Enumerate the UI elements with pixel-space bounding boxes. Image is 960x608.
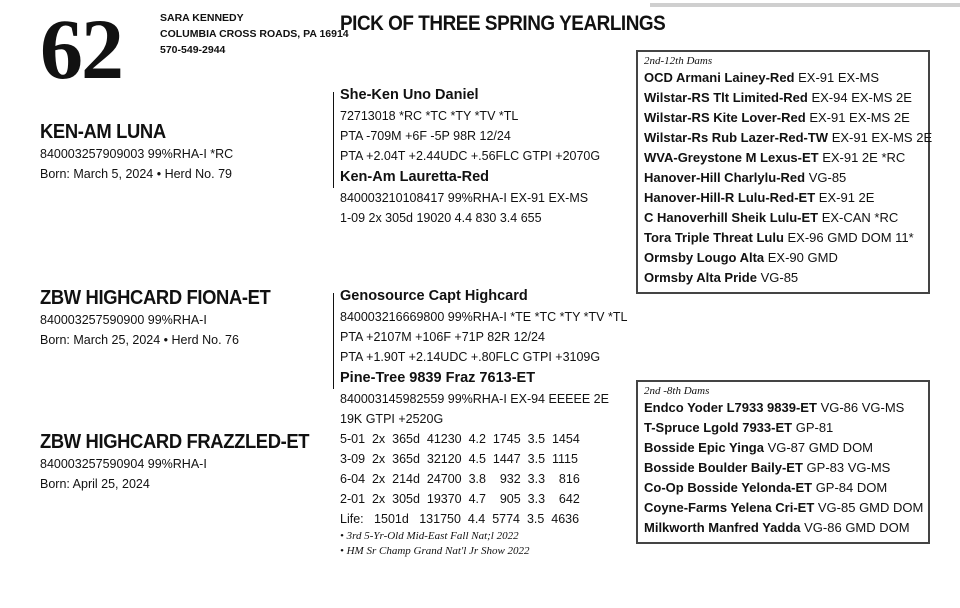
animal-name: KEN-AM LUNA (40, 121, 166, 143)
dam-score: VG-85 GMD DOM (817, 500, 924, 515)
dam-name: Wilstar-Rs Rub Lazer-Red-TW (644, 130, 829, 145)
dam-name: Milkworth Manfred Yadda (644, 520, 801, 535)
sire-name: Genosource Capt Highcard (340, 288, 528, 304)
dam-name: Hanover-Hill-R Lulu-Red-ET (644, 190, 816, 205)
dam-name: Pine-Tree 9839 Fraz 7613-ET (340, 370, 536, 386)
dam-name: T-Spruce Lgold 7933-ET (644, 420, 793, 435)
consignor-name: SARA KENNEDY (160, 12, 244, 24)
dam-row (644, 148, 922, 168)
dam-name: Coyne-Farms Yelena Cri-ET (644, 500, 815, 515)
dam-name: Wilstar-RS Kite Lover-Red (644, 110, 806, 125)
dam-row (644, 208, 922, 228)
lactation-record: 3-09 2x 365d 32120 4.5 1447 3.5 1115 (340, 452, 578, 466)
dam-row (644, 228, 922, 248)
dam-score: EX-91 2E *RC (822, 150, 906, 165)
lactation-record: 5-01 2x 365d 41230 4.2 1745 3.5 1454 (340, 432, 580, 446)
award-note: • 3rd 5-Yr-Old Mid-East Fall Nat;l 2022 (340, 530, 519, 542)
sire-line: 72713018 *RC *TC *TY *TV *TL (340, 109, 519, 123)
animal-id: 840003257909003 99%RHA-I *RC (40, 147, 234, 161)
dam-name: C Hanoverhill Sheik Lulu-ET (644, 210, 819, 225)
dam-row (644, 128, 933, 148)
consignor-block (160, 10, 349, 58)
dam-name: Bosside Boulder Baily-ET (644, 460, 803, 475)
dam-name: Hanover-Hill Charlylu-Red (644, 170, 806, 185)
dam-row (644, 108, 922, 128)
dams-box-2 (636, 380, 930, 544)
dam-score: GP-83 VG-MS (806, 460, 891, 475)
dam-row (644, 168, 922, 188)
lot-title: PICK OF THREE SPRING YEARLINGS (340, 12, 666, 35)
dam-name: Tora Triple Threat Lulu (644, 230, 784, 245)
dams-box-1 (636, 50, 933, 294)
dam-name: Co-Op Bosside Yelonda-ET (644, 480, 813, 495)
animal-born: Born: March 5, 2024 • Herd No. 79 (40, 167, 232, 181)
dam-score: EX-91 EX-MS (798, 70, 880, 85)
sire-line: PTA +2.04T +2.44UDC +.56FLC GTPI +2070G (340, 149, 601, 163)
animal-3 (40, 430, 333, 494)
dams-header: 2nd -8th Dams (644, 385, 710, 397)
animal-id: 840003257590900 99%RHA-I (40, 313, 207, 327)
dam-score: VG-87 GMD DOM (767, 440, 874, 455)
dam-row (644, 458, 922, 478)
consignor-phone: 570-549-2944 (160, 44, 226, 56)
dam-row (644, 438, 922, 458)
dam-score: EX-CAN *RC (821, 210, 899, 225)
dam-name: Ken-Am Lauretta-Red (340, 169, 490, 185)
award-note: • HM Sr Champ Grand Nat'l Jr Show 2022 (340, 545, 530, 557)
dam-row (644, 518, 922, 538)
dam-row (644, 68, 922, 88)
pedigree-1 (340, 84, 600, 228)
lifetime-record: Life: 1501d 131750 4.4 5774 3.5 4636 (340, 512, 580, 526)
dam-line: 1-09 2x 305d 19020 4.4 830 3.4 655 (340, 211, 542, 225)
dam-score: EX-91 EX-MS 2E (831, 130, 933, 145)
dam-score: EX-96 GMD DOM 11* (787, 230, 914, 245)
dam-score: GP-84 DOM (815, 480, 888, 495)
dam-line: 840003145982559 99%RHA-I EX-94 EEEEE 2E (340, 392, 609, 406)
dam-row (644, 188, 922, 208)
dam-row (644, 398, 922, 418)
pedigree-2 (340, 285, 627, 559)
dam-name: Wilstar-RS Tlt Limited-Red (644, 90, 808, 105)
dam-score: VG-86 VG-MS (820, 400, 905, 415)
dam-name: WVA-Greystone M Lexus-ET (644, 150, 819, 165)
animal-1 (40, 120, 233, 184)
dam-score: VG-86 GMD DOM (804, 520, 910, 535)
animal-name: ZBW HIGHCARD FRAZZLED-ET (40, 431, 310, 453)
dam-name: Endco Yoder L7933 9839-ET (644, 400, 817, 415)
dam-score: VG-85 (760, 270, 799, 285)
animal-name: ZBW HIGHCARD FIONA-ET (40, 287, 271, 309)
sire-line: PTA +1.90T +2.14UDC +.80FLC GTPI +3109G (340, 350, 601, 364)
dam-row (644, 498, 922, 518)
sire-line: PTA -709M +6F -5P 98R 12/24 (340, 129, 511, 143)
animal-born: Born: March 25, 2024 • Herd No. 76 (40, 333, 239, 347)
animal-id: 840003257590904 99%RHA-I (40, 457, 207, 471)
dam-score: EX-94 EX-MS 2E (811, 90, 912, 105)
pedigree-bracket (333, 293, 334, 389)
dam-line: 840003210108417 99%RHA-I EX-91 EX-MS (340, 191, 589, 205)
sire-line: 840003216669800 99%RHA-I *TE *TC *TY *TV *TL (340, 310, 628, 324)
dam-name: OCD Armani Lainey-Red (644, 70, 795, 85)
dam-row (644, 478, 922, 498)
dam-score: GP-81 (795, 420, 834, 435)
animal-2 (40, 286, 290, 350)
lactation-record: 6-04 2x 214d 24700 3.8 932 3.3 816 (340, 472, 580, 486)
sire-line: PTA +2107M +106F +71P 82R 12/24 (340, 330, 545, 344)
dam-score: EX-91 2E (818, 190, 875, 205)
dam-row (644, 268, 922, 288)
dam-name: Ormsby Alta Pride (644, 270, 757, 285)
dam-score: EX-90 GMD (767, 250, 838, 265)
dam-line: 19K GTPI +2520G (340, 412, 444, 426)
pedigree-bracket (333, 92, 334, 188)
dam-row (644, 248, 922, 268)
dam-score: EX-91 EX-MS 2E (809, 110, 910, 125)
consignor-address: COLUMBIA CROSS ROADS, PA 16914 (160, 28, 349, 40)
dam-name: Bosside Epic Yinga (644, 440, 764, 455)
sire-name: She-Ken Uno Daniel (340, 87, 479, 103)
dam-score: VG-85 (808, 170, 847, 185)
animal-born: Born: April 25, 2024 (40, 477, 150, 491)
lactation-record: 2-01 2x 305d 19370 4.7 905 3.3 642 (340, 492, 580, 506)
lot-number: 62 (40, 1, 122, 97)
top-rule (650, 3, 960, 7)
dam-name: Ormsby Lougo Alta (644, 250, 765, 265)
dam-row (644, 418, 922, 438)
dam-row (644, 88, 922, 108)
dams-header: 2nd-12th Dams (644, 55, 713, 67)
